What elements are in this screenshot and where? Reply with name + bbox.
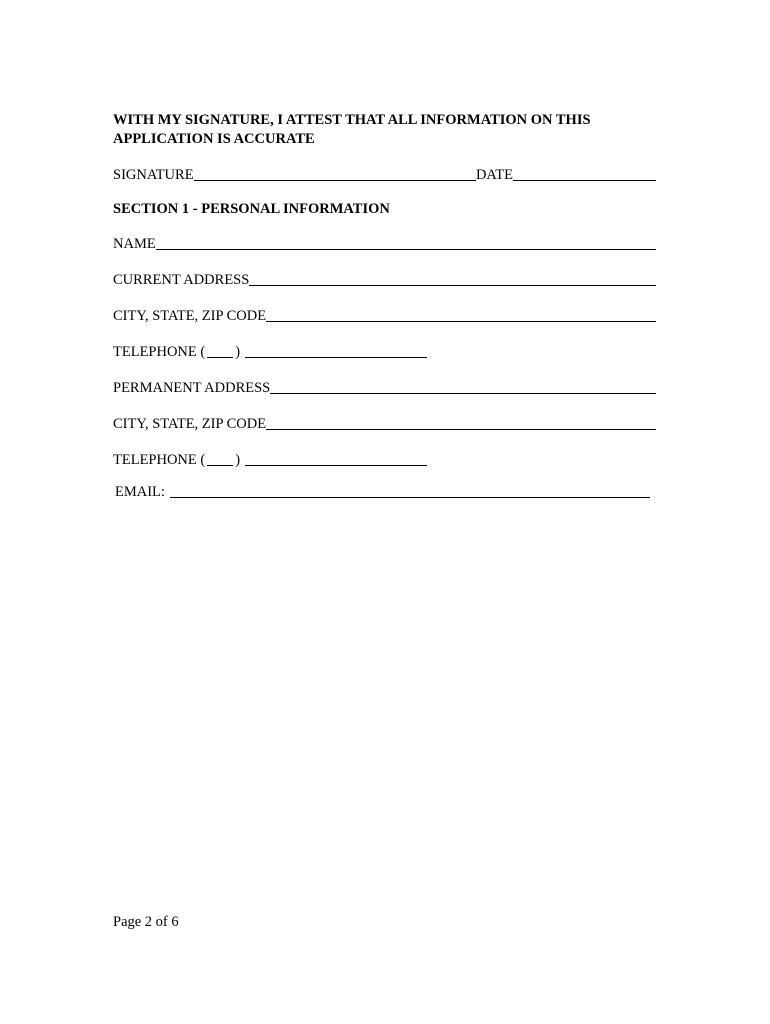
date-field[interactable] — [513, 180, 656, 181]
permanent-telephone-label: TELEPHONE ( — [113, 452, 206, 468]
current-city-row — [113, 307, 656, 325]
current-address-row — [113, 271, 656, 289]
name-label: NAME — [113, 236, 156, 252]
signature-label: SIGNATURE — [113, 167, 194, 183]
current-city-field[interactable] — [266, 321, 656, 322]
name-field[interactable] — [156, 249, 656, 250]
signature-row — [113, 166, 656, 184]
current-address-field[interactable] — [249, 285, 656, 286]
signature-field[interactable] — [194, 180, 476, 181]
current-area-code-field[interactable] — [207, 357, 233, 358]
permanent-address-label: PERMANENT ADDRESS — [113, 380, 271, 396]
page-number: Page 2 of 6 — [113, 914, 179, 930]
date-label: DATE — [475, 167, 513, 183]
email-label: EMAIL: — [115, 484, 165, 500]
current-telephone-label: TELEPHONE ( — [113, 344, 206, 360]
permanent-telephone-close: ) — [235, 452, 241, 468]
permanent-area-code-field[interactable] — [207, 465, 233, 466]
permanent-telephone-row — [113, 451, 427, 469]
current-telephone-row — [113, 343, 427, 361]
email-row — [115, 483, 650, 501]
permanent-address-row — [113, 379, 656, 397]
current-telephone-field[interactable] — [245, 357, 427, 358]
permanent-address-field[interactable] — [270, 393, 656, 394]
attestation-statement: WITH MY SIGNATURE, I ATTEST THAT ALL INFORMATION ON THIS APPLICATION IS ACCURATE — [113, 112, 591, 147]
current-city-label: CITY, STATE, ZIP CODE — [113, 308, 267, 324]
section-title: SECTION 1 - PERSONAL INFORMATION — [113, 201, 390, 217]
permanent-city-field[interactable] — [266, 429, 656, 430]
permanent-telephone-field[interactable] — [245, 465, 427, 466]
current-telephone-close: ) — [235, 344, 241, 360]
email-field[interactable] — [170, 497, 650, 498]
permanent-city-label: CITY, STATE, ZIP CODE — [113, 416, 267, 432]
current-address-label: CURRENT ADDRESS — [113, 272, 250, 288]
name-row — [113, 235, 656, 253]
permanent-city-row — [113, 415, 656, 433]
